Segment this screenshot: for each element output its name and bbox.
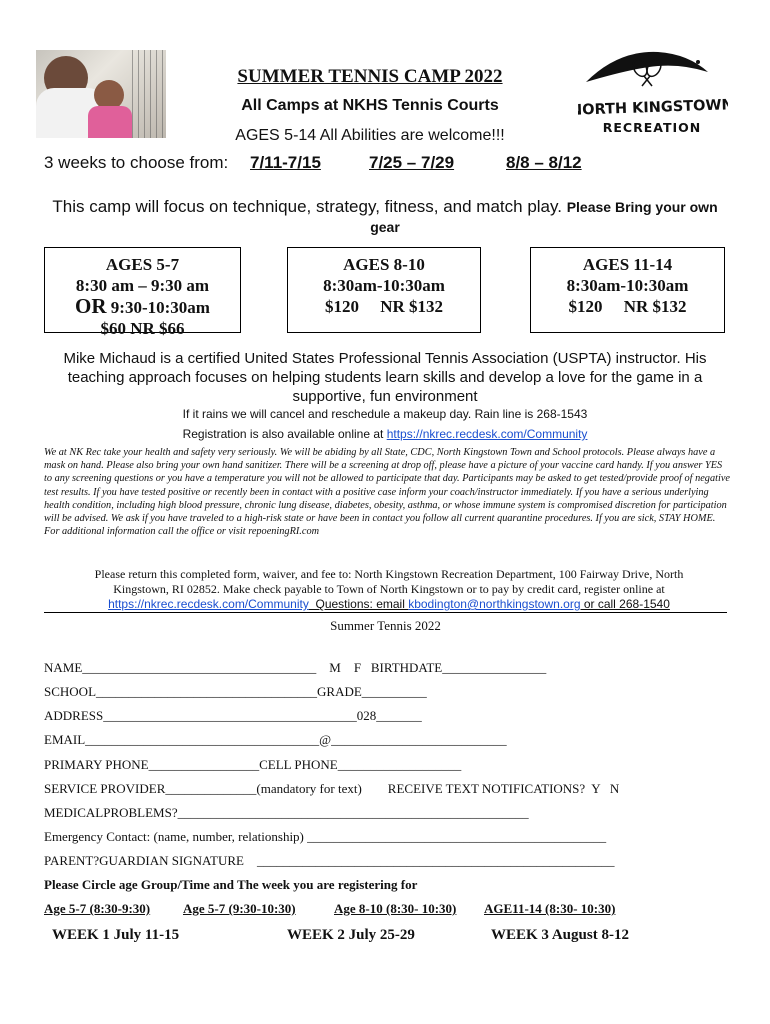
circle-instructions: Please Circle age Group/Time and The week you are registering for bbox=[44, 877, 418, 892]
age-option-5-7-late[interactable]: Age 5-7 (9:30-10:30) bbox=[183, 901, 296, 916]
camp-photo bbox=[36, 50, 166, 138]
weeks-row bbox=[44, 153, 734, 177]
box-time: 8:30am-10:30am bbox=[323, 276, 445, 295]
logo-graphic bbox=[578, 42, 728, 142]
box-ages-label: AGES 5-7 bbox=[105, 255, 180, 274]
return-instructions bbox=[44, 567, 734, 612]
recdesk-link-2[interactable]: https://nkrec.recdesk.com/Community bbox=[108, 597, 309, 611]
box-ages-5-7 bbox=[44, 247, 241, 338]
recdesk-link[interactable]: https://nkrec.recdesk.com/Community bbox=[386, 427, 588, 441]
age-option-5-7-early[interactable]: Age 5-7 (8:30-9:30) bbox=[44, 901, 151, 916]
online-registration bbox=[40, 426, 730, 443]
ages-line: AGES 5-14 All Abilities are welcome!!! bbox=[235, 127, 505, 144]
instructor-paragraph: Mike Michaud is a certified United States Professional Tennis Association (USPTA) instructor. His teaching approach focuses on helping students learn skills and develop a love for the game in a supportive, fun environment bbox=[63, 350, 707, 405]
week1-dates: 7/11-7/15 bbox=[250, 153, 321, 172]
box-ages-label: AGES 8-10 bbox=[343, 255, 425, 274]
box-price: $120 NR $132 bbox=[324, 297, 444, 316]
box-ages-11-14 bbox=[530, 247, 725, 333]
week-option-3[interactable]: WEEK 3 August 8-12 bbox=[491, 927, 629, 943]
week3-dates: 8/8 – 8/12 bbox=[506, 153, 582, 172]
school-field[interactable]: SCHOOL__________________________________GRADE__________ bbox=[44, 684, 427, 699]
covid-info: For additional information call the office or visit repoeningRI.com bbox=[44, 526, 320, 538]
logo-text-2: RECREATION bbox=[602, 120, 702, 135]
rain-policy: If it rains we will cancel and reschedule a makeup day. Rain line is 268-1543 bbox=[182, 407, 588, 421]
nk-recreation-logo bbox=[578, 42, 728, 142]
service-provider-field[interactable]: SERVICE PROVIDER______________(mandatory for text) RECEIVE TEXT NOTIFICATIONS? Y N bbox=[44, 781, 620, 796]
covid-notice bbox=[44, 446, 730, 538]
parent-signature-field[interactable]: PARENT?GUARDIAN SIGNATURE _______________________________________________________ bbox=[44, 853, 615, 868]
box-price: $60 NR $66 bbox=[100, 319, 185, 338]
call-number: or call 268-1540 bbox=[580, 597, 670, 611]
camp-title: SUMMER TENNIS CAMP 2022 bbox=[237, 66, 503, 87]
box-ages-label: AGES 11-14 bbox=[582, 255, 673, 274]
box-time: 8:30am-10:30am bbox=[566, 276, 689, 295]
medical-field[interactable]: MEDICALPROBLEMS?______________________________________________________ bbox=[44, 805, 529, 820]
weeks-intro: 3 weeks to choose from: bbox=[44, 153, 229, 172]
week2-dates: 7/25 – 7/29 bbox=[369, 153, 455, 172]
box-alt-time: OR 9:30-10:30am bbox=[75, 294, 210, 318]
box-ages-8-10 bbox=[287, 247, 481, 333]
week-option-1[interactable]: WEEK 1 July 11-15 bbox=[52, 927, 180, 943]
online-prefix: Registration is also available online at bbox=[182, 427, 387, 441]
questions-label: Questions: email bbox=[308, 597, 409, 611]
logo-text-1: NORTH KINGSTOWN bbox=[578, 97, 728, 119]
email-link[interactable]: kbodington@northkingstown.org bbox=[408, 597, 581, 611]
bring-gear-text: Please Bring your own gear bbox=[370, 199, 718, 235]
address-field[interactable]: ADDRESS_______________________________________028_______ bbox=[44, 708, 422, 723]
box-time: 8:30 am – 9:30 am bbox=[75, 276, 210, 295]
divider bbox=[44, 612, 727, 613]
week-option-2[interactable]: WEEK 2 July 25-29 bbox=[287, 927, 415, 943]
email-field[interactable]: EMAIL____________________________________@___________________________ bbox=[44, 732, 507, 747]
focus-paragraph bbox=[40, 197, 730, 237]
name-field[interactable]: NAME____________________________________ M F BIRTHDATE________________ bbox=[44, 660, 547, 675]
return-line-1: Please return this completed form, waiver, and fee to: North Kingstown Recreation Department, 100 Fairway Drive, North bbox=[94, 567, 684, 581]
return-line-2: Kingstown, RI 02852. Make check payable to Town of North Kingstown or to pay by credit card, register online at bbox=[113, 582, 665, 596]
covid-text: We at NK Rec take your health and safety very seriously. We will be abiding by all State, CDC, North Kingstown Town and School protocols. Please always have a mask on hand. Please also bring your own hand sanitizer. There will be a screening at drop off, please have a picture of your vaccine card handy. If you answer YES to any screening questions or you have a temperature you will not be allowed to participate that day. Participants may be asked to get tested/provide proof of negative test results. If you have tested positive or recently been in contact with a positive case inform your coach/instructor immediately. If you have a serious underlying health condition, including high blood pressure, chronic lung disease, diabetes, obesity, asthma, or whose immune system is compromised discretion for participation will be advised. We ask if you have traveled to a high-risk state or have been in contact you follow all current quarantine procedures. If you are sick, STAY HOME. bbox=[44, 447, 730, 525]
age-option-11-14[interactable]: AGE11-14 (8:30- 10:30) bbox=[484, 901, 616, 916]
form-title: Summer Tennis 2022 bbox=[330, 618, 441, 633]
emergency-contact-field[interactable]: Emergency Contact: (name, number, relationship) ______________________________________________ bbox=[44, 829, 607, 844]
focus-text: This camp will focus on technique, strategy, fitness, and match play. bbox=[52, 197, 567, 216]
box-price: $120 NR $132 bbox=[568, 297, 687, 316]
phone-field[interactable]: PRIMARY PHONE_________________CELL PHONE___________________ bbox=[44, 757, 462, 772]
age-option-8-10[interactable]: Age 8-10 (8:30- 10:30) bbox=[334, 901, 457, 916]
location-line: All Camps at NKHS Tennis Courts bbox=[241, 97, 499, 114]
